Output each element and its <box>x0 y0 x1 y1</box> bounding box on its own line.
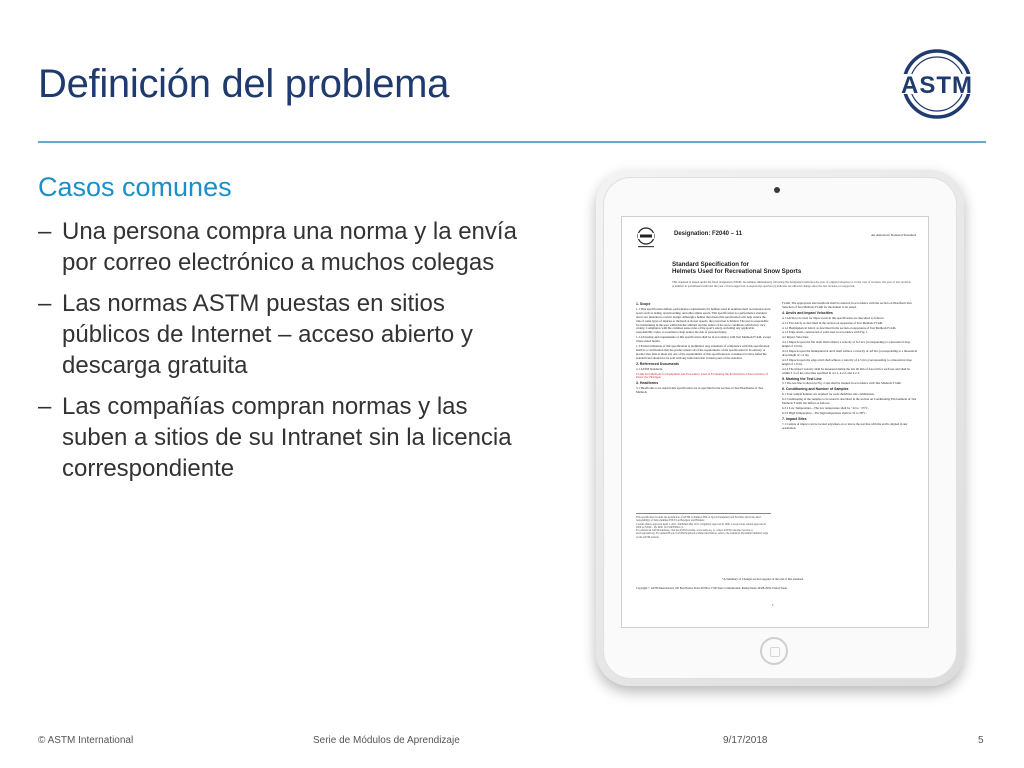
doc-title-line: Helmets Used for Recreational Snow Sports <box>672 268 802 275</box>
doc-paragraph: 1.3 Partial utilization of this specification is prohibited. Any statement of compliance with this specification shall be a certification that the product meets all of the requirements of the specification in its entirety. A product that fails to meet any one of the requirements of this specification is considered to have failed the standard and should not be sold with any indication that it meets parts of the standard. <box>636 344 770 360</box>
bullet-item <box>38 216 528 278</box>
tablet-image <box>596 170 964 686</box>
bullet-text: Las compañías compran normas y las suben a sitios de su Intranet sin la licencia correspondiente <box>62 393 512 482</box>
doc-paragraph: 4.1.3 Edge Anvil, constructed of solid steel in accordance with Fig. 1. <box>782 330 869 335</box>
footer-copyright: © ASTM International <box>38 735 134 746</box>
doc-paragraph: 4.2.1 Impacts upon the flat anvil shall achieve a velocity of 6.2 m/s (corresponding to a theoretical drop height of 2.0 m). <box>782 340 911 349</box>
doc-copyright: Copyright © ASTM International, 100 Barr Harbor Drive PO Box C700 West Conshohocken, Pennsylvania 19428-2959, United States <box>636 587 788 590</box>
doc-footnotes <box>636 513 771 539</box>
doc-title-line: Standard Specification for <box>672 261 750 268</box>
doc-designation: Designation: F2040 – 11 <box>674 231 743 237</box>
doc-section-heading: 1. Scope <box>636 302 651 306</box>
astm-doc-logo <box>636 227 656 249</box>
bullet-text: Una persona compra una norma y la envía por correo electrónico a muchos colegas <box>62 218 517 276</box>
doc-title <box>672 261 872 275</box>
section-subtitle: Casos comunes <box>38 172 232 202</box>
bullet-dash: – <box>38 393 52 420</box>
slide-title: Definición del problema <box>38 62 450 106</box>
doc-paragraph: 4.1.1 Flat Anvil, as described in the section on Apparatus of Test Methods F1446. <box>782 320 883 325</box>
doc-footnote: For referenced ASTM standards, visit the ASTM website, www.astm.org, or contact ASTM Customer Service at service@astm.org. For Annual Book of ASTM Standards volume information, refer to the standard's Document Summary page on the ASTM website. <box>636 529 769 539</box>
camera-icon <box>774 187 780 193</box>
doc-paragraph: 7.1 Centers of impact can be located anywhere on or above the test line with the anvils aligned in any orientation. <box>782 421 908 430</box>
doc-paragraph: 4.1.2 Hemispherical Anvil, as described in the section on Apparatus of Test Methods F1446. <box>782 325 897 330</box>
doc-right-column <box>782 301 917 430</box>
doc-paragraph: 1.1 This specification defines performance requirements for helmets used in nonmotorized recreational snow sports such as skiing, snowboarding, and other alpine sports. This specification is a performance standard and is not intended to restrict design. Although a helmet that meets this specification will help reduce the risk of some types of injuries to the head at slower speeds, the protection is limited. The user is responsible for maintaining in the user within his/her abilities and the nature of the snow conditions which may vary widely. Compliance with the common sense rules of the sport's safety, including any applicable responsibility codes, is essential to help reduce the risk of personal injury. <box>636 306 771 335</box>
doc-paragraph: 6.2 Conditioning of the samples to be tested is described in the section on Conditioning Environment of Test Methods F1446, but differs as follows: <box>782 397 917 406</box>
doc-paragraph: 6.2.2 High Temperature—The high temperature shall be 32 to 38°C. <box>782 410 867 415</box>
doc-abstract: This standard is issued under the fixed designation F2040; the number immediately following the designation indicates the year of original adoption or, in the case of revision, the year of last revision. A number in parentheses indicates the year of last reapproval. A superscript epsilon (ε) indicates an editorial change since the last revision or reapproval. <box>672 280 912 288</box>
bullet-dash: – <box>38 290 52 317</box>
footer-date: 9/17/2018 <box>723 735 768 746</box>
bullet-text: Las normas ASTM puestas en sitios públicos de Internet – acceso abierto y descarga gratuita <box>62 290 473 379</box>
doc-section-heading: 2. Referenced Documents <box>636 361 679 366</box>
doc-paragraph: 4.1 Anvils to be used for impact tests in this specification are described as follows: <box>782 315 885 320</box>
doc-section-heading: 5. Marking the Test Line <box>782 376 822 381</box>
doc-paragraph: 4.2.4 The impact velocity shall be measured during the last 40 mm of free-fall for each test and shall be within 3 % of the velocities specified in 4.2.1, 4.2.2, and 4.2.3. <box>782 366 911 375</box>
doc-paragraph: 4.2.3 Impacts upon the edge anvil shall achieve a velocity of 4.5 m/s (corresponding to a theoretical drop height of 1.0 m). <box>782 357 912 366</box>
doc-section-heading: 7. Impact Sites <box>782 416 807 421</box>
logo-text: ASTM <box>901 72 973 99</box>
doc-section-heading: 4. Anvils and Impact Velocities <box>782 310 833 315</box>
doc-paragraph: 3.1 Headforms to be used in this specification are as specified in the section on Test Headforms of Test Methods <box>636 386 764 395</box>
doc-section-heading: 6. Conditioning and Number of Samples <box>782 387 849 392</box>
doc-section-heading: 3. Headforms <box>636 381 659 386</box>
doc-footnote: Current edition approved April 1, 2011. Published May 2011. Originally approved in 2000. Last previous edition approved in 2006 as F2040 – 06. DOI: 10.1520/F2040-11. <box>636 522 766 529</box>
footer-series: Serie de Módulos de Aprendizaje <box>313 735 460 746</box>
astm-logo <box>893 48 981 120</box>
doc-paragraph: 6.2.1 Low Temperature—The low temperature shall be −22 to −25°C. <box>782 405 869 410</box>
bullet-list <box>38 216 528 494</box>
doc-paragraph: 4.2.2 Impacts upon the hemispherical anvil shall achieve a velocity of 4.8 m/s (corresponding to a theoretical drop height of 1.2 m). <box>782 349 917 357</box>
doc-page-number: 1 <box>772 603 774 607</box>
bullet-item <box>38 391 528 484</box>
bullet-dash: – <box>38 218 52 245</box>
doc-paragraph: 1.2 All testing and requirements of this specification shall be in accordance with Test Methods F1446, except where noted herein. <box>636 335 771 344</box>
doc-paragraph: 5.1 The test line is shown in Fig. 2 and shall be marked in accordance with Test Methods F1446. <box>782 381 902 386</box>
doc-reference: F1446 Test Methods for Equipment and Procedures Used in Evaluating the Performance Characteristics of Protective Headgear <box>636 371 768 380</box>
doc-paragraph: 6.1 Four sample helmets are required for each shell/liner size combination. <box>782 392 875 397</box>
bullet-item <box>38 288 528 381</box>
doc-footnote: This specification is under the jurisdiction of ASTM Committee F08 on Sports Equipment and Facilities and is the direct responsibility of Subcommittee F08.53 on Headgear and Helmets. <box>636 516 762 523</box>
home-button-icon <box>760 637 788 665</box>
doc-paragraph: 4.2 Impact Velocities: <box>782 335 810 340</box>
doc-ansi-note: An American National Standard <box>870 233 916 237</box>
doc-left-column <box>636 301 771 395</box>
doc-paragraph: 2.1 ASTM Standards: <box>636 366 663 371</box>
footer-page-number: 5 <box>978 735 984 746</box>
doc-paragraph: F1446. The appropriate size headform shall be selected in accordance with the section on Headform Size Selection of Test Methods F1446 for the helmet to be tested. <box>782 301 912 309</box>
title-divider <box>38 141 986 143</box>
tablet-screen <box>621 216 929 628</box>
doc-summary-note: *A Summary of Changes section appears at the end of this standard. <box>722 577 804 581</box>
